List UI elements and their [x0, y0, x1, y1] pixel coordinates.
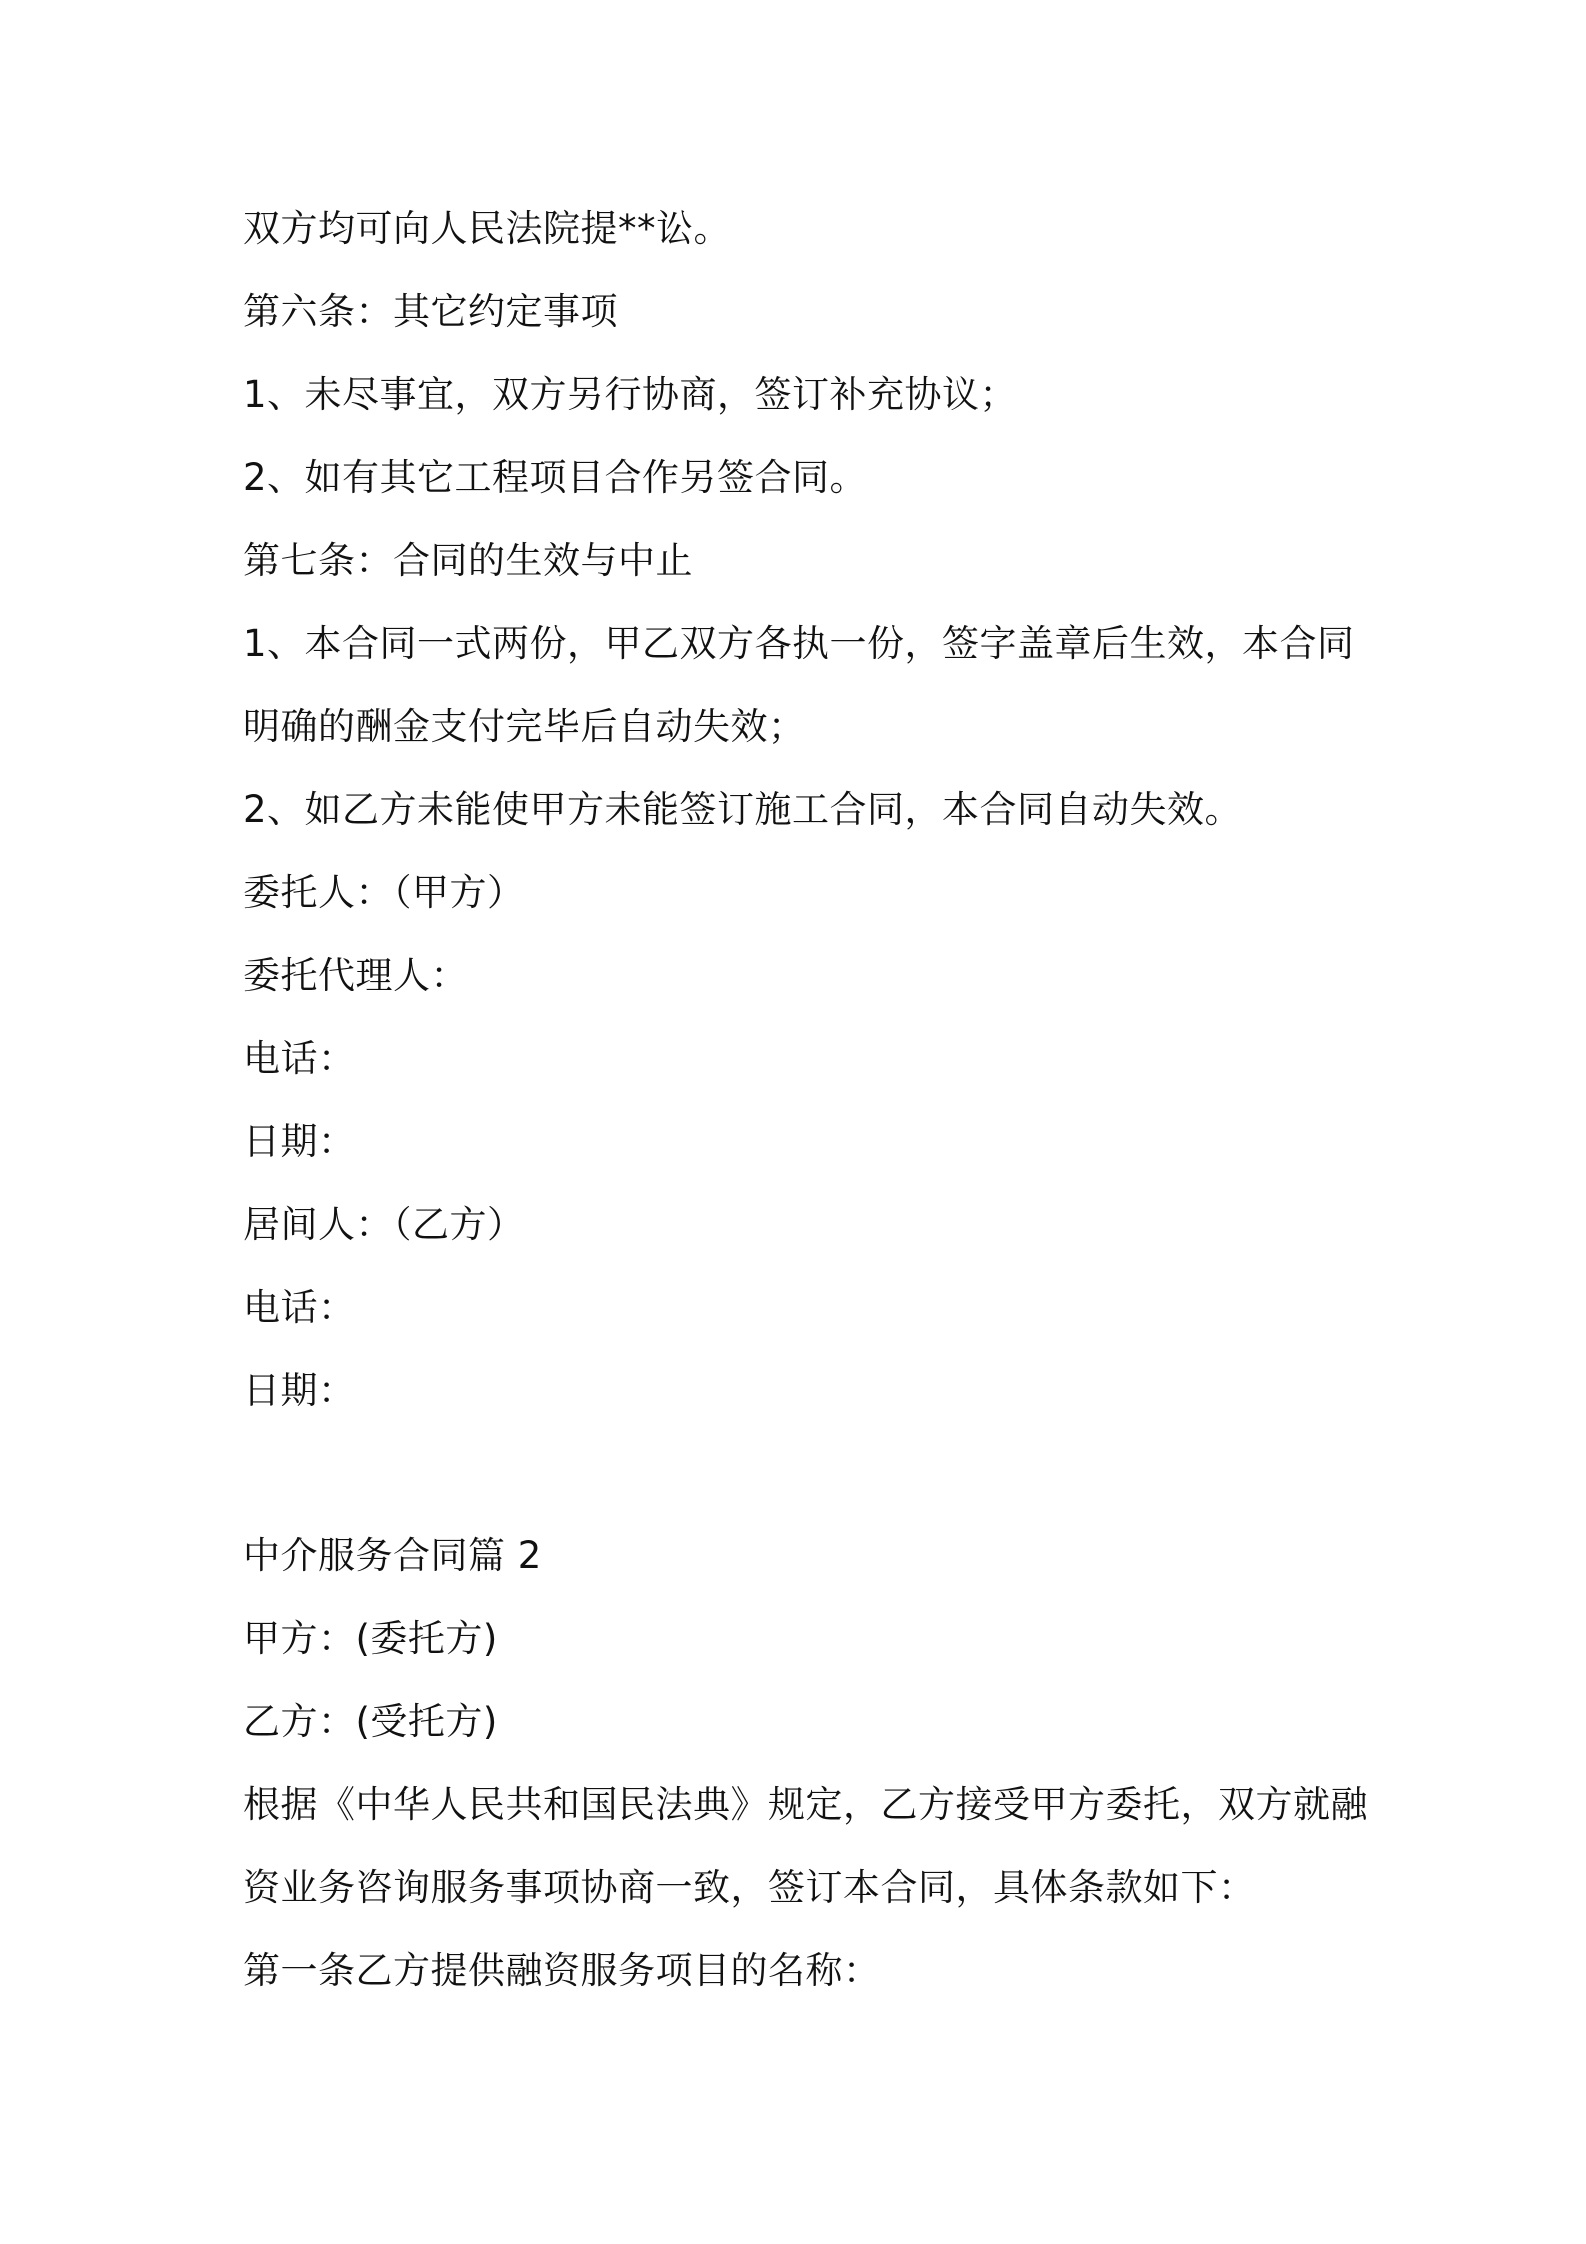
article-6-item-1: 1、未尽事宜，双方另行协商，签订补充协议；: [243, 373, 1018, 416]
client-agent-label: 委托代理人：: [243, 954, 468, 997]
text-line-litigation: 双方均可向人民法院提**讼。: [243, 207, 731, 250]
intermediary-phone-label: 电话：: [243, 1286, 356, 1329]
client-label: 委托人：（甲方）: [243, 871, 525, 914]
section-title-2: 中介服务合同篇 2: [243, 1534, 542, 1577]
preamble-line-2: 资业务咨询服务事项协商一致，签订本合同，具体条款如下：: [243, 1866, 1256, 1909]
article-7-heading: 第七条：合同的生效与中止: [243, 539, 693, 582]
party-b-label: 乙方：(受托方): [243, 1700, 498, 1743]
intermediary-label: 居间人：（乙方）: [243, 1203, 525, 1246]
party-a-label: 甲方：(委托方): [243, 1617, 498, 1660]
article-7-item-1: 1、本合同一式两份，甲乙双方各执一份，签字盖章后生效，本合同: [243, 622, 1355, 665]
client-date-label: 日期：: [243, 1120, 356, 1163]
preamble-line-1: 根据《中华人民共和国民法典》规定，乙方接受甲方委托，双方就融: [243, 1783, 1368, 1826]
client-phone-label: 电话：: [243, 1037, 356, 1080]
article-6-item-2: 2、如有其它工程项目合作另签合同。: [243, 456, 868, 499]
article-7-item-2: 2、如乙方未能使甲方未能签订施工合同，本合同自动失效。: [243, 788, 1243, 831]
article-7-item-1-cont: 明确的酬金支付完毕后自动失效；: [243, 705, 806, 748]
article-1-heading: 第一条乙方提供融资服务项目的名称：: [243, 1949, 881, 1992]
intermediary-date-label: 日期：: [243, 1369, 356, 1412]
article-6-heading: 第六条：其它约定事项: [243, 290, 618, 333]
